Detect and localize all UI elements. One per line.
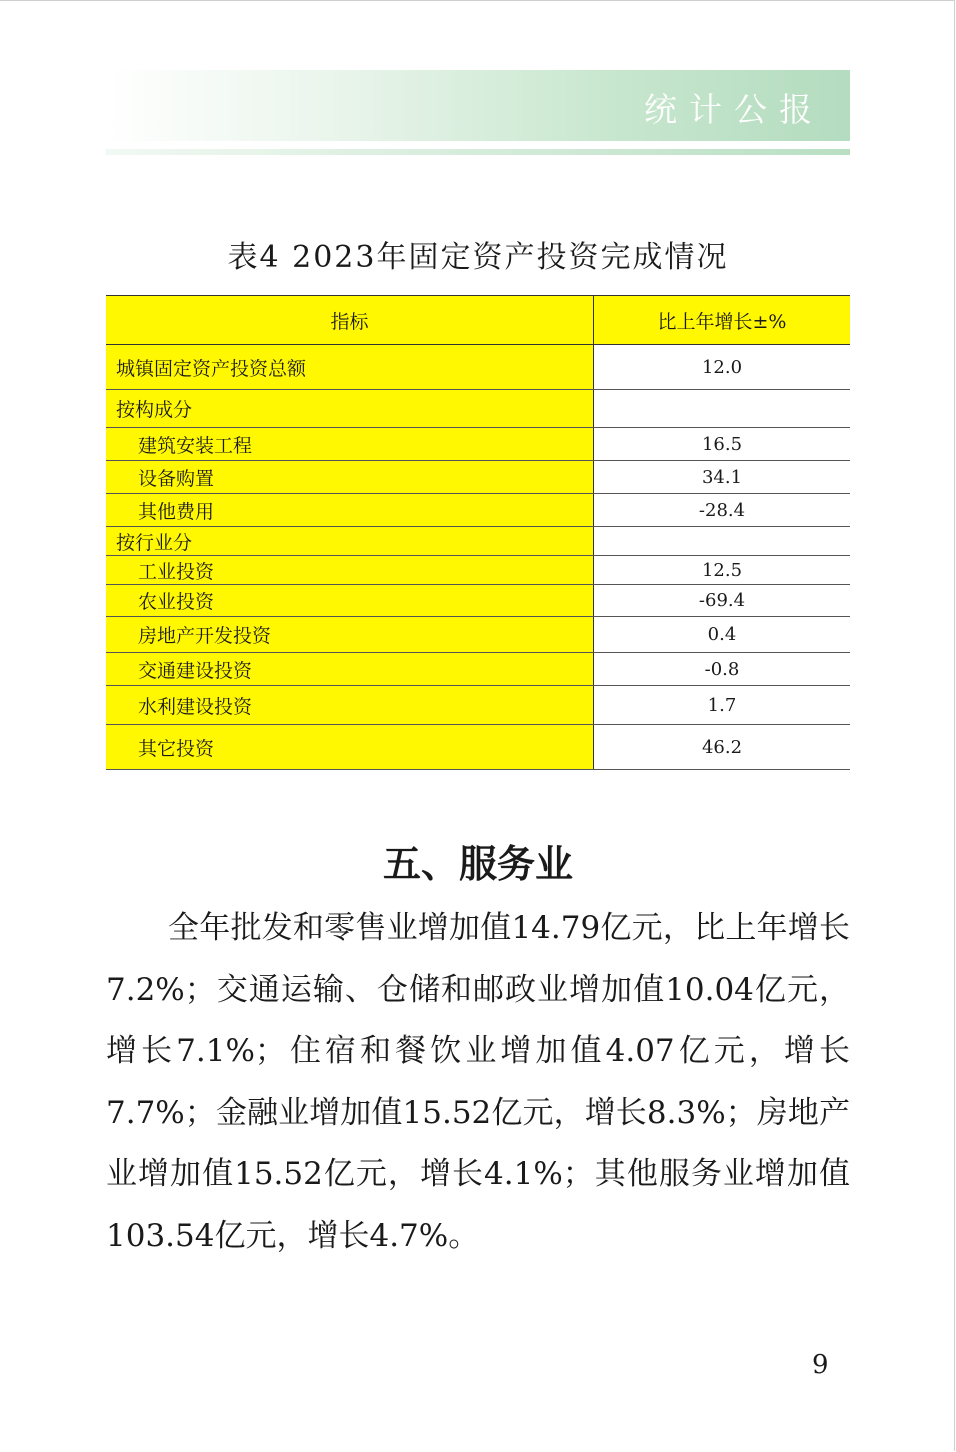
column-header-growth: 比上年增长±% — [594, 296, 851, 345]
table-header-row — [106, 296, 850, 345]
table-row — [106, 390, 850, 428]
row-value: -69.4 — [594, 585, 851, 617]
header-rule — [106, 149, 850, 155]
row-label: 其它投资 — [106, 725, 594, 770]
row-label: 按构成分 — [106, 390, 594, 428]
row-value: 16.5 — [594, 428, 851, 461]
row-value: 1.7 — [594, 686, 851, 725]
table-row — [106, 556, 850, 585]
header-band — [106, 70, 850, 141]
table-row — [106, 527, 850, 556]
row-label: 按行业分 — [106, 527, 594, 556]
table-row — [106, 494, 850, 527]
row-label: 工业投资 — [106, 556, 594, 585]
row-value — [594, 527, 851, 556]
table-row — [106, 345, 850, 390]
body-paragraph: 全年批发和零售业增加值14.79亿元，比上年增长7.2%；交通运输、仓储和邮政业增加值10.04亿元，增长7.1%；住宿和餐饮业增加值4.07亿元，增长7.7%；金融业增加值15.52亿元，增长8.3%；房地产业增加值15.52亿元，增长4.1%；其他服务业增加值103.54亿元，增长4.7%。 — [106, 910, 850, 1254]
row-label: 房地产开发投资 — [106, 617, 594, 653]
section-heading: 五、服务业 — [382, 841, 573, 886]
row-label: 城镇固定资产投资总额 — [106, 345, 594, 390]
row-value: 12.5 — [594, 556, 851, 585]
row-label: 水利建设投资 — [106, 686, 594, 725]
page-number: 9 — [812, 1350, 829, 1380]
row-value: -28.4 — [594, 494, 851, 527]
row-label: 交通建设投资 — [106, 653, 594, 686]
table-row — [106, 686, 850, 725]
row-label: 农业投资 — [106, 585, 594, 617]
table-row — [106, 617, 850, 653]
row-value — [594, 390, 851, 428]
table-row — [106, 428, 850, 461]
header-title: 统计公报 — [644, 90, 824, 129]
row-label: 其他费用 — [106, 494, 594, 527]
table-caption: 表4 2023年固定资产投资完成情况 — [227, 240, 729, 275]
table-row — [106, 461, 850, 494]
row-value: 0.4 — [594, 617, 851, 653]
row-value: 34.1 — [594, 461, 851, 494]
column-header-indicator: 指标 — [106, 296, 594, 345]
table-row — [106, 585, 850, 617]
row-value: 46.2 — [594, 725, 851, 770]
row-label: 建筑安装工程 — [106, 428, 594, 461]
table-row — [106, 653, 850, 686]
row-value: 12.0 — [594, 345, 851, 390]
row-label: 设备购置 — [106, 461, 594, 494]
row-value: -0.8 — [594, 653, 851, 686]
table-row — [106, 725, 850, 770]
investment-table — [106, 295, 850, 770]
